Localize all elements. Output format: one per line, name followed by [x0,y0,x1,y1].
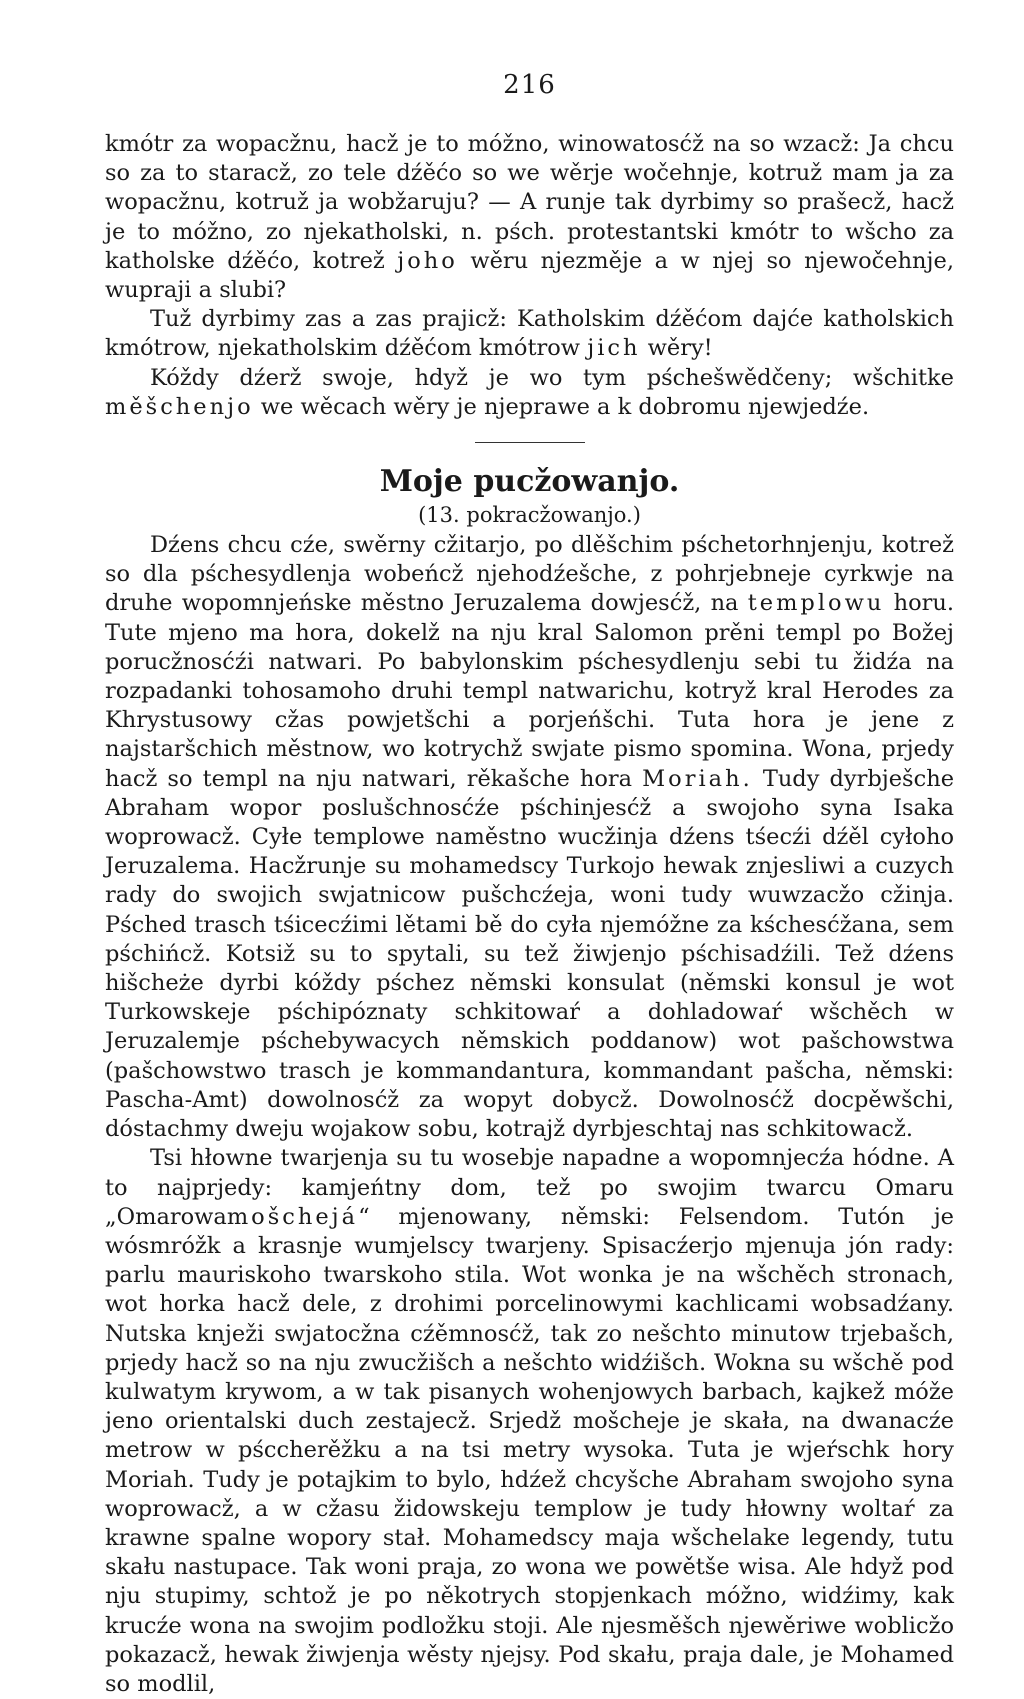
intro-p1-end: wěru njezměje a w njej so njewočehnje, wupraji a slubi? [105,247,954,304]
article-p2-a: Tsi hłowne twarjenja su tu wosebje napadne a wopomnjecźa hódne. A to najprjedy: kamjeńtny dom, tež po swojim twarcu Omaru „Omarowa [105,1145,954,1230]
page-number: 216 [503,70,556,100]
intro-p1-spaced: joho [397,247,458,274]
intro-p2-end: wěry! [647,335,713,362]
article-p1-spaced: templowu [747,590,885,617]
article-p1-spaced-2: Moriah. [642,765,753,792]
intro-p3-start: Kóždy dźerž swoje, hdyž je wo tym pśchešwědčeny; wšchitke [150,364,954,391]
section-divider [475,442,585,443]
article-paragraph-1 [105,531,954,1144]
article-p1-end-2: Tudy dyrbješche Abraham wopor poslušchnosćźe pśchinjesćž a swojoho syna Isaka woprowacž. Cyłe templowe naměstno wucžinja dźens tśecźi dźěl cyłoho Jeruzalema. Hacžrunje su mohamedscy Turkojo hewak znjesliwi a cuzych rady do swojich swjatnicow pušchcźeja, woni tudy wuwzacžo cžinja. Pśched trasch tśicecźimi lětami bě do cyła njemóžne za kśchesćžana, sem pśchińcž. Kotsiž su to spytali, su tež žiwjenjo pśchisadźili. Tež dźens hišcheże dyrbi kóždy pśchez němski konsulat (němski konsul je wot Turkowskeje pśchipóznaty schkitowaŕ a dohladowaŕ wšchěch w Jeruzalemje pśchebywacych němskich poddanow) wot pašchowstwa (pašchowstwo trasch je kommandantura, kommandant pašcha, němski: Pascha-Amt) dowolnosćž za wopyt dobycž. Dowolnosćž docpěwšchi, dóstachmy dweju wojakow sobu, kotrajž dyrbjeschtaj nas schkitowacž. [105,765,955,1143]
article-subtitle: (13. pokracžowanjo.) [418,503,641,528]
intro-p2-spaced: jich [587,335,641,362]
intro-paragraph-1 [105,130,954,305]
intro-paragraph-2 [105,305,954,363]
intro-p2-start: Tuž dyrbimy zas a zas prajicž: Katholskim dźěćom dajće katholskich kmótrow, njekatholskim dźěćom kmótrow [105,306,954,362]
article-p2-b: “ mjenowany, němski: Felsendom. Tutón je wósmróžk a krasnje wumjelscy twarjeny. Spisacźerjo mjenuja jón rady: parlu mauriskoho twarskoho stila. Wot wonka je na wšchěch stronach, wot horka hacž dele, z drohimi porcelinowymi kachlicami wobsadźany. Nutska knježi swjatocžna cźěmnosćž, tak zo nešchto minutow trjebašch, prjedy hacž so na nju zwucžišch a nešchto widźišch. Wokna su wšchě pod kulwatym krywom, a w tak pisanych wohenjowych barbach, kajkež móže jeno orientalski duch zestajecž. Srjedž mošcheje je skała, na dwanacźe metrow w pśccherěžku a na tsi metry wysoka. Tuta je wjeŕschk hory Moriah. Tudy je potajkim to bylo, hdźež chcyšche Abraham swojoho syna woprowacž, a w cžasu židowskeju templow je tudy hłowny woltaŕ za krawne spalne wopory stał. Mohamedscy maja wšchelake legendy, tutu skału nastupace. Tak woni praja, zo wona we powětše wisa. Ale hdyž pod nju stupimy, schtož je po někotrych stopjenkach móžno, widźimy, kak krucźe wona na swojim podložku stoji. Ale njesměšch njewěriwe woblicžo pokazacž, hewak žiwjenja wěsty njejsy. Pod skału, praja dale, je Mohamed so modlil, [105,1203,954,1697]
article-title: Moje pucžowanjo. [379,464,680,500]
intro-paragraph-3 [105,364,954,422]
intro-p1-text: kmótr za wopacžnu, hacž je to móžno, winowatosćž na so wzacž: Ja chcu so za to staracž, zo tele dźěćo so we wěrje wočehnje, kotruž mam ja za wopacžnu, kotruž ja wobžaruju? — A runje tak dyrbimy so prašecž, hacž je to móžno, zo njekatholski, n. pśch. protestantski kmótr to wšcho za katholske dźěćo, kotrež [105,131,954,274]
intro-p3-spaced: měšchenjo [105,393,254,420]
intro-p3-end: we wěcach wěry je njeprawe a k dobromu njewjedźe. [260,393,870,420]
article-p1-text: Dźens chcu cźe, swěrny cžitarjo, po dlěšchim pśchetorhnjenju, kotrež so dla pśchesydlenja wobeńcž njehodźešche, z pohrjebneje cyrkwje na druhe wopomnjeńske městno Jeruzalema dowjesćž, na [105,532,954,617]
article-p2-spaced: mošchejá [226,1203,359,1230]
article-p1-end: horu. Tute mjeno ma hora, dokelž na nju kral Salomon prěni templ po Božej porucžnosćźi natwari. Po babylonskim pśchesydlenju sebi tu židźa na rozpadanki tohosamoho druhi templ natwarichu, kotryž kral Herodes za Khrystusowy cžas powjetšchi a porjeńšchi. Tuta hora je jene z najstaršchich městnow, wo kotrychž swjate pismo spomina. Wona, prjedy hacž so templ na nju natwari, rěkašche hora [105,590,955,792]
article-paragraph-2 [105,1144,954,1699]
